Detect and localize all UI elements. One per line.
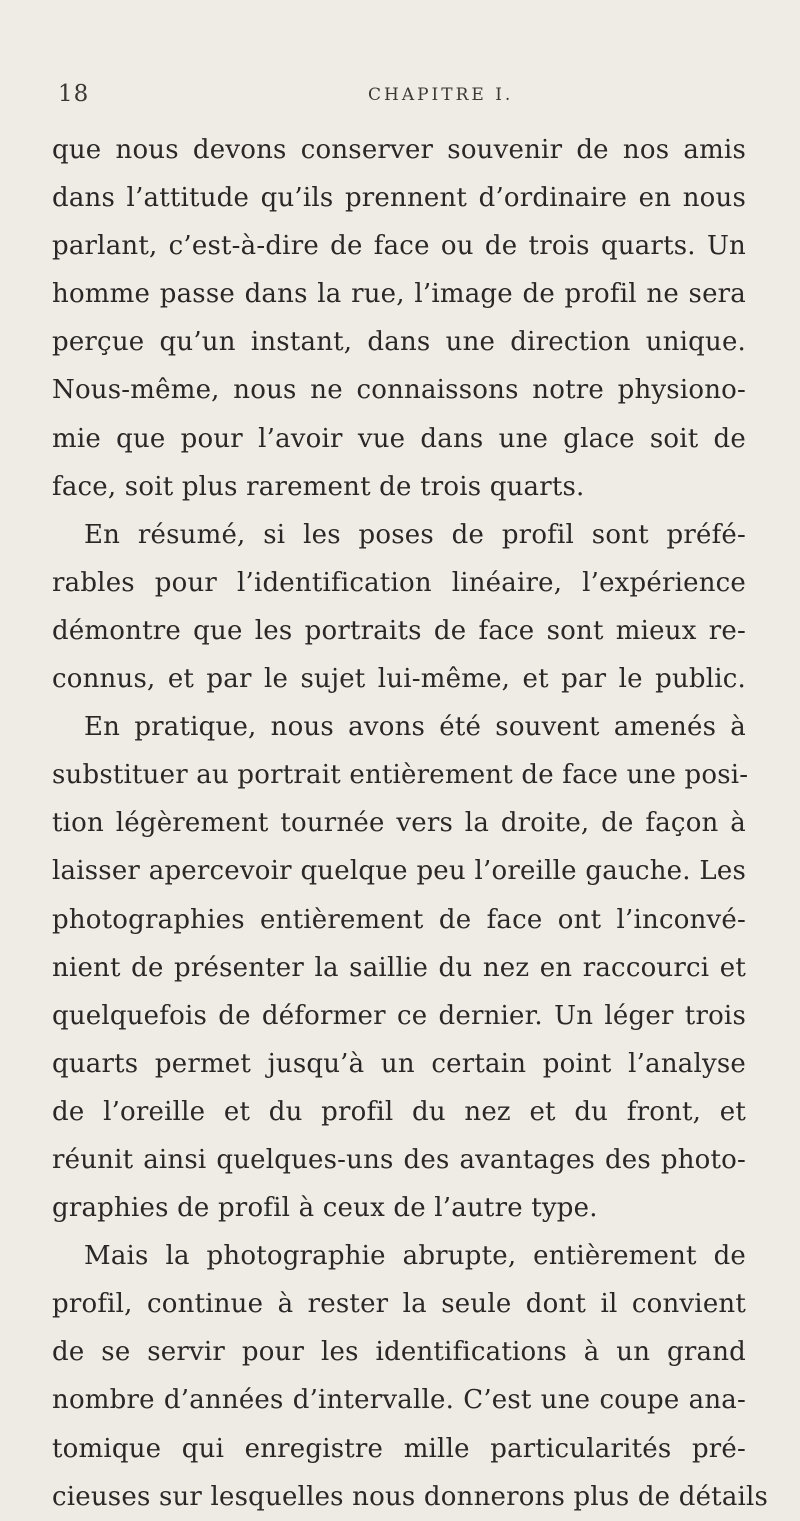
text-line: Mais la photographie abrupte, entièrement de [84,1241,746,1272]
text-line: Nous-même, nous ne connaissons notre physiono- [52,375,746,406]
body-text [52,126,769,1521]
text-line: face, soit plus rarement de trois quarts. [52,471,585,502]
text-line: rables pour l’identification linéaire, l’expérience [52,567,746,598]
text-line: que nous devons conserver souvenir de nos amis [52,135,746,165]
text-line: de l’oreille et du profil du nez et du front, et [52,1096,746,1127]
running-head [58,81,748,111]
text-line: En résumé, si les poses de profil sont préfé- [84,519,746,550]
text-line: nombre d’années d’intervalle. C’est une coupe ana- [52,1385,746,1416]
text-line: tion légèrement tournée vers la droite, de façon à [52,808,746,839]
text-line: laisser apercevoir quelque peu l’oreille gauche. Les [52,856,746,887]
page-number: 18 [58,81,90,107]
text-line: de se servir pour les identifications à un grand [52,1337,746,1368]
chapter-heading: CHAPITRE I. [368,85,514,105]
text-line: connus, et par le sujet lui-même, et par le public. [52,664,746,695]
text-line: profil, continue à rester la seule dont il convient [52,1289,746,1320]
text-line: nient de présenter la saillie du nez en raccourci et [52,952,746,983]
text-line: photographies entièrement de face ont l’inconvé- [52,904,746,935]
text-line: parlant, c’est-à-dire de face ou de trois quarts. Un [52,231,746,262]
text-line: En pratique, nous avons été souvent amenés à [84,712,746,743]
text-line: quelquefois de déformer ce dernier. Un léger trois [52,1000,746,1031]
text-line: tomique qui enregistre mille particularités pré- [52,1433,746,1464]
text-line: cieuses sur lesquelles nous donnerons plus de détails [52,1481,769,1512]
text-line: démontre que les portraits de face sont mieux re- [52,615,746,646]
text-line: réunit ainsi quelques-uns des avantages des photo- [52,1144,746,1175]
text-line: perçue qu’un instant, dans une direction unique. [52,327,746,358]
text-line: graphies de profil à ceux de l’autre type. [52,1193,598,1224]
text-line: dans l’attitude qu’ils prennent d’ordinaire en nous [52,183,746,214]
text-line: homme passe dans la rue, l’image de profil ne sera [52,279,746,310]
text-line: mie que pour l’avoir vue dans une glace soit de [52,423,746,454]
text-line: substituer au portrait entièrement de face une posi- [52,760,749,791]
text-line: quarts permet jusqu’à un certain point l’analyse [52,1048,746,1079]
